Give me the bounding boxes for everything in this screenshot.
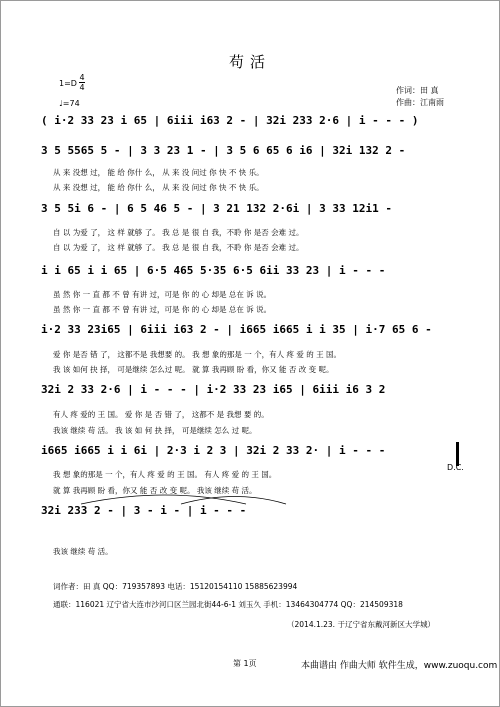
lyric-line: 自 以 为爱 了， 这 样 就够 了。 我 总 是 很 自 我，不聆 你 是否 会难 过。	[53, 243, 304, 252]
time-bottom: 4	[79, 83, 85, 92]
tempo-marking: ♩=74	[59, 99, 80, 108]
lyric-line: 爱 你 是否 错 了， 这都不是 我想要 的。 我 想 象的那是 一 个，有人 疼 爱 的 王 国。	[53, 350, 342, 359]
lyric-line: 虽 然 你 一 直 都 不 曾 有讲 过，可是 你 的 心 却是 总在 诉 说。	[53, 305, 272, 314]
time-top: 4	[79, 73, 85, 82]
page-number: 第 1页	[233, 659, 257, 668]
notation-row: 32i 233 2 - | 3 - i - | i - - -	[41, 504, 247, 517]
key-signature: 1=D	[59, 79, 77, 88]
lyric-line: 我 该 如何 抉 择， 可是继续 怎么过 呢。 就 算 我再顾 盼 看，你又 能 否 改 变 呢。	[53, 365, 334, 374]
software-credit: 本曲谱由 作曲大师 软件生成，www.zuoqu.com	[301, 661, 498, 671]
composer-credit: 作曲：江南雨	[396, 98, 444, 107]
address-line: 通联：116021 辽宁省大连市沙河口区兰园北街44-6-1 刘玉久 手机：13464304774 QQ：214509318	[53, 600, 403, 609]
lyric-line: 我该 继续 苟 活。 我 该 如 何 抉 择， 可是继续 怎么 过 呢。	[53, 426, 257, 435]
da-capo-marking: D.C.	[447, 463, 464, 472]
date-note: （2014.1.23. 于辽宁省东戴河新区大学城）	[287, 620, 435, 629]
lyric-line: 虽 然 你 一 直 都 不 曾 有讲 过，可是 你 的 心 却是 总在 诉 说。	[53, 290, 272, 299]
lyric-line: 我 想 象的那是 一 个，有人 疼 爱 的 王 国。 有人 疼 爱 的 王 国。	[53, 470, 277, 479]
lyricist-credit: 作词：田 真	[396, 86, 439, 95]
song-title: 苟活	[228, 53, 271, 71]
lyric-line: 自 以 为爱 了， 这 样 就够 了。 我 总 是 很 自 我，不聆 你 是否 会难 过。	[53, 228, 304, 237]
notation-row: 3 5 5i 6 - | 6 5 46 5 - | 3 21 132 2·6i | 3 33 12i1 -	[41, 202, 392, 215]
notation-row: i·2 33 23i65 | 6iii i63 2 - | i665 i665 i i 35 | i·7 65 6 -	[41, 323, 432, 336]
contact-line: 词作者：田 真 QQ：719357893 电话：15120154110 15885623994	[53, 582, 298, 591]
lyric-line: 我该 继续 苟 活。	[53, 547, 113, 556]
notation-row: 3 5 5565 5 - | 3 3 23 1 - | 3 5 6 65 6 i6 | 32i 132 2 -	[41, 144, 406, 157]
lyric-line: 有人 疼 爱的 王 国。 爱 你 是 否 错 了， 这都不 是 我想 要 的。	[53, 410, 269, 419]
time-signature	[79, 73, 85, 92]
notation-row: i665 i665 i i 6i | 2·3 i 2 3 | 32i 2 33 2· | i - - -	[41, 444, 386, 457]
lyric-line: 就 算 我再顾 盼 看，你又 能 否 改 变 呢。 我该 继续 苟 活。	[53, 486, 257, 495]
lyric-line: 从 来 没想 过， 能 给 你什 么， 从 来 没 问过 你 快 不 快 乐。	[53, 168, 264, 177]
notation-row: i i 65 i i 65 | 6·5 465 5·35 6·5 6ii 33 23 | i - - -	[41, 264, 386, 277]
lyric-line: 从 来 没想 过， 能 给 你什 么， 从 来 没 问过 你 快 不 快 乐。	[53, 183, 264, 192]
notation-row: ( i·2 33 23 i 65 | 6iii i63 2 - | 32i 233 2·6 | i - - - )	[41, 114, 419, 127]
notation-row: 32i 2 33 2·6 | i - - - | i·2 33 23 i65 | 6iii i6 3 2	[41, 383, 386, 396]
